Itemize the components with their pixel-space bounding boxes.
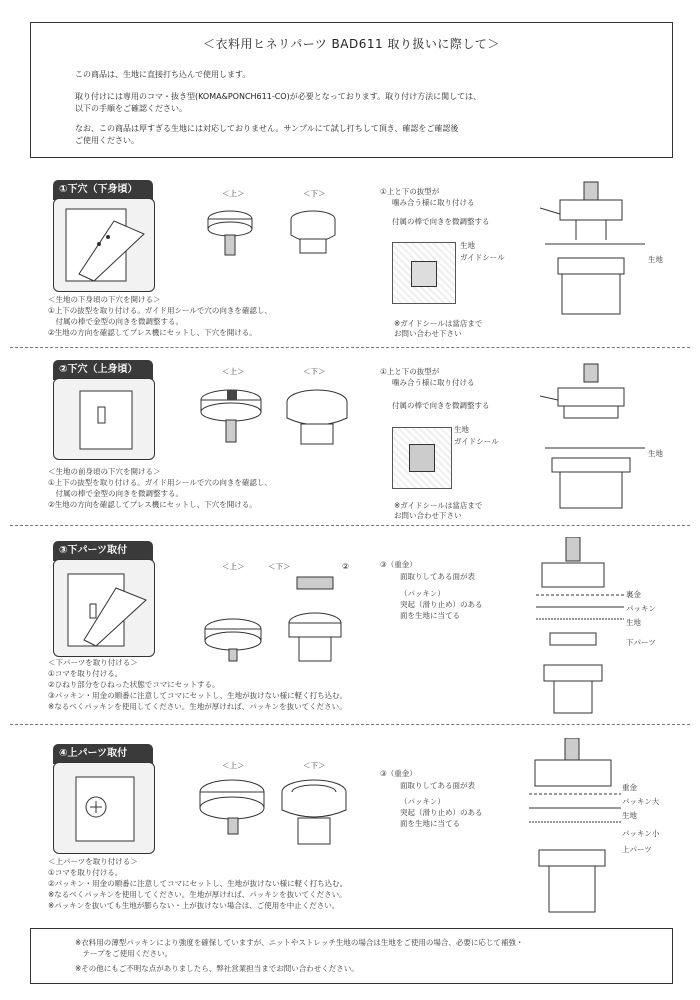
die-parts-icon	[200, 205, 350, 265]
section-1-tab: ①下穴（下身頃）	[53, 180, 153, 200]
section-1-step-line-1: 噛み合う様に取り付ける	[392, 198, 475, 207]
footer-line-1: ※衣料用の薄型パッキンにより強度を確保していますが、ニットやストレッチ生地の場合は生地をご使用の場合、必要に応じて補強・	[75, 938, 524, 947]
section-1-note-3: 付属の棒で金型の向きを微調整する。	[48, 317, 183, 326]
assembly-diagram-icon	[530, 537, 630, 717]
upper-die-label: ＜上＞	[222, 189, 245, 198]
section-2	[0, 352, 700, 524]
section-1-seal-illustration	[392, 242, 456, 304]
section-4-note-3: ②パッキン・用金の順番に注意してコマにセットし、生地が抜けない様に軽く打ち込む。	[48, 879, 348, 888]
section-1-fabric-label: 生地	[460, 241, 475, 250]
section-2-note-2: ①上下の抜型を取り付ける。ガイド用シールで穴の向きを確認し、	[48, 478, 272, 487]
section-3-right-label-2: パッキン	[626, 604, 656, 613]
section-2-seal-illustration	[392, 427, 452, 489]
section-4-right-label-5: 上パーツ	[622, 845, 652, 854]
section-4-step-line-2: （パッキン）	[400, 797, 445, 806]
section-3-fabric-illustration	[53, 559, 155, 657]
section-1-step-line-2: 付属の棒で向きを微調整する	[392, 217, 490, 226]
upper-die-label: ＜上＞	[222, 367, 245, 376]
section-3-note-5: ※なるべくパッキンを使用してください。生地が厚ければ、パッキンを抜いてください。	[48, 702, 347, 711]
fabric-button-icon	[54, 763, 154, 853]
section-1-note-4: ②生地の方向を確認してプレス機にセットし、下穴を開ける。	[48, 328, 257, 337]
section-1-fabric-illustration	[53, 198, 155, 292]
section-3-right-label-1: 裏金	[626, 590, 641, 599]
footer-box	[30, 928, 673, 984]
part-icons	[192, 770, 352, 870]
page-title: ＜衣料用ヒネリパーツ BAD611 取り扱いに際して＞	[203, 37, 500, 51]
footer-line-2: テープをご使用ください。	[75, 949, 173, 958]
section-2-fabric-illustration	[53, 378, 155, 460]
separator-2	[10, 525, 690, 526]
die-parts-icon	[195, 382, 355, 454]
section-4	[0, 738, 700, 920]
section-1	[0, 170, 700, 345]
upper-part-label: ＜上＞	[222, 761, 245, 770]
intro-line-1: この商品は、生地に直接打ち込んで使用します。	[75, 70, 251, 79]
section-3-right-label-3: 生地	[626, 618, 641, 627]
section-2-note-4: ②生地の方向を確認してプレス機にセットし、下穴を開ける。	[48, 500, 257, 509]
separator-3	[10, 724, 690, 725]
footer-line-3: ※その他にもご不明な点がありましたら、弊社営業担当までお問い合わせください。	[75, 964, 359, 973]
section-3-note-1: ＜下パーツを取り付ける＞	[48, 658, 138, 667]
fabric-slot-icon	[54, 379, 154, 459]
section-3-step-line-1: 面取りしてある面が表	[400, 572, 475, 581]
assembly-diagram-icon	[525, 738, 625, 918]
intro-line-2: 取り付けには専用のコマ・抜き型(KOMA&PONCH611-CO)が必要となっております。取り付け方法に関しては、	[75, 92, 482, 101]
intro-line-5: ご使用ください。	[75, 136, 139, 145]
section-4-fabric-illustration	[53, 762, 155, 854]
section-3-step: ③（重金）	[380, 560, 417, 569]
lower-part-label: ＜下＞	[303, 761, 326, 770]
section-1-note-1: ＜生地の下身頃の下穴を開ける＞	[48, 295, 161, 304]
section-4-note-1: ＜上パーツを取り付ける＞	[48, 857, 138, 866]
section-1-step: ①上と下の抜型が	[380, 187, 440, 196]
section-4-note-4: ※なるべくパッキンを使用してください。生地が厚ければ、パッキンを抜いてください。	[48, 890, 347, 899]
press-diagram-icon	[540, 362, 650, 512]
section-2-step-line-1: 噛み合う様に取り付ける	[392, 378, 475, 387]
section-3-note-4: ③パッキン・用金の順番に注意してコマにセットし、生地が抜けない様に軽く打ち込む。	[48, 691, 348, 700]
header-box	[30, 22, 673, 158]
section-3-note-2: ①コマを取り付ける。	[48, 669, 123, 678]
section-2-step-line-2: 付属の棒で向きを微調整する	[392, 401, 490, 410]
section-4-step-line-3: 突起（滑り止め）のある	[400, 808, 483, 817]
section-1-right-fabric-label: 生地	[648, 255, 663, 264]
press-diagram-icon	[540, 178, 650, 338]
section-1-seal-note-2: お問い合わせ下さい	[394, 329, 462, 338]
intro-line-4: なお、この商品は厚すぎる生地には対応しておりません。サンプルにて試し打ちして頂き、確認をご確認後	[75, 124, 459, 133]
lower-die-label: ＜下＞	[303, 189, 326, 198]
section-3-step-line-3: 突起（滑り止め）のある	[400, 600, 483, 609]
section-4-right-label-3: 生地	[622, 811, 637, 820]
section-2-right-fabric-label: 生地	[648, 449, 663, 458]
section-3-note-3: ②ひねり部分をひねった状態でコマにセットする。	[48, 680, 220, 689]
intro-line-3: 以下の手順をご確認ください。	[75, 104, 187, 113]
section-1-seal-note-1: ※ガイドシールは當店まで	[394, 319, 483, 328]
section-1-note-2: ①上下の抜型を取り付ける。ガイド用シールで穴の向きを確認し、	[48, 306, 272, 315]
separator-1	[10, 347, 690, 348]
section-2-note-1: ＜生地の前身頃の下穴を開ける＞	[48, 467, 161, 476]
section-4-note-2: ①コマを取り付ける。	[48, 868, 123, 877]
lower-die-label: ＜下＞	[303, 367, 326, 376]
fabric-fold-icon	[54, 199, 154, 291]
section-4-right-label-1: 重金	[622, 783, 637, 792]
section-4-right-label-4: パッキン小	[622, 829, 660, 838]
section-4-step-line-4: 面を生地に当てる	[400, 819, 460, 828]
section-4-tab: ④上パーツ取付	[53, 744, 153, 764]
section-4-step: ③（重金）	[380, 769, 417, 778]
section-3-step-number: ②	[342, 562, 350, 571]
section-1-guide-label: ガイドシール	[460, 253, 505, 262]
lower-part-label: ＜下＞	[268, 562, 291, 571]
section-2-seal-note-2: お問い合わせ下さい	[394, 511, 462, 520]
section-3-tab: ③下パーツ取付	[53, 541, 153, 561]
section-2-seal-note-1: ※ガイドシールは當店まで	[394, 501, 483, 510]
section-3-step-line-2: （パッキン）	[400, 589, 445, 598]
part-icons	[195, 573, 355, 673]
section-4-step-line-1: 面取りしてある面が表	[400, 781, 475, 790]
fabric-fold-icon	[54, 560, 154, 656]
section-4-right-label-2: パッキン大	[622, 797, 660, 806]
section-2-note-3: 付属の棒で金型の向きを微調整する。	[48, 489, 183, 498]
section-2-guide-label: ガイドシール	[454, 437, 499, 446]
section-3	[0, 533, 700, 723]
section-2-fabric-label: 生地	[454, 425, 469, 434]
section-2-tab: ②下穴（上身頃）	[53, 360, 153, 380]
upper-part-label: ＜上＞	[222, 562, 245, 571]
section-2-step: ①上と下の抜型が	[380, 367, 440, 376]
section-3-right-label-4: 下パーツ	[626, 638, 656, 647]
section-4-note-5: ※パッキンを抜いても生地が膨らない・上が抜けない場合は、ご使用を中止ください。	[48, 901, 340, 910]
section-3-step-line-4: 面を生地に当てる	[400, 611, 460, 620]
